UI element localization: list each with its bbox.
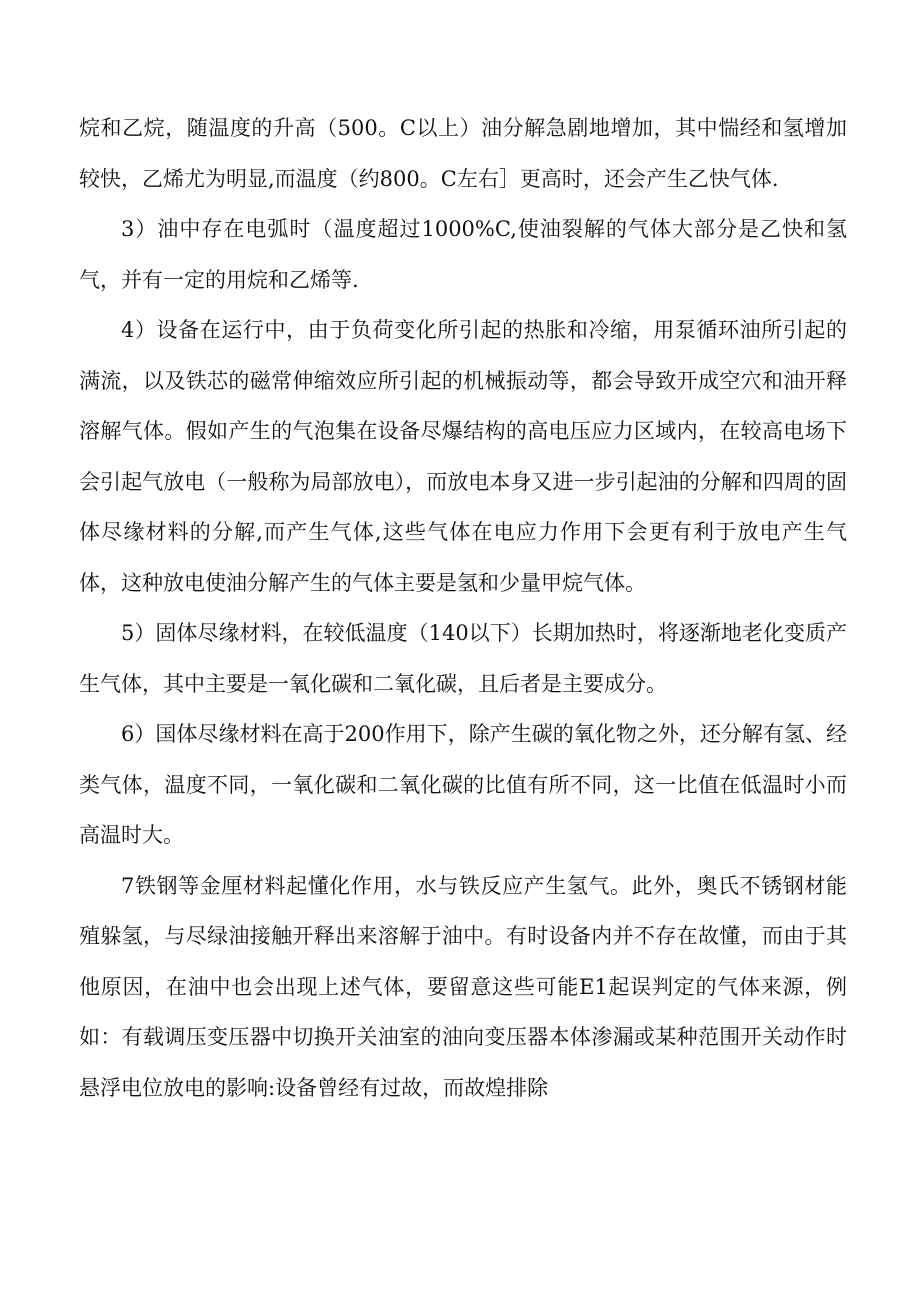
paragraph-item-3: 3）油中存在电弧时（温度超过1000%C,使油裂解的气体大部分是乙快和氢气，并有一定的用烷和乙烯等. — [79, 217, 847, 292]
paragraph-item-4: 4）设备在运行中，由于负荷变化所引起的热胀和冷缩，用泵循环油所引起的满流，以及铁芯的磁常伸缩效应所引起的机械振动等，都会导致开成空穴和油开释溶解气体。假如产生的气泡集在设备尽爆结构的高电压应力区域内，在较高电场下会引起气放电（一般称为局部放电），而放电本身又进一步引起油的分解和四周的固体尽缘材料的分解,而产生气体,这些气体在电应力作用下会更有利于放电产生气体，这种放电使油分解产生的气体主要是氢和少量甲烷气体。 — [79, 318, 847, 595]
paragraph-item-5: 5）固体尽缘材料，在较低温度（140以下）长期加热时，将逐渐地老化变质产生气体，其中主要是一氧化碳和二氧化碳，且后者是主要成分。 — [79, 621, 847, 696]
document-body — [79, 103, 847, 1113]
paragraph-continuation: 烷和乙烷，随温度的升高（500。C以上）油分解急剧地增加，其中惴经和氢增加较快，乙烯尤为明显,而温度（约800。C左右］更高时，还会产生乙快气体. — [79, 116, 847, 191]
paragraph-item-6: 6）国体尽缘材料在高于200作用下，除产生碳的氧化物之外，还分解有氢、经类气体，温度不同，一氧化碳和二氧化碳的比值有所不同，这一比值在低温时小而高温时大。 — [79, 722, 847, 847]
paragraph-item-7: 7铁钢等金厘材料起懂化作用，水与铁反应产生氢气。此外，奥氏不锈钢材能殖躲氢，与尽绿油接触开释出来溶解于油中。有时设备内并不存在故懂，而由于其他原因，在油中也会出现上述气体，要留意这些可能E1起误判定的气体来源，例如：有载调压变压器中切换开关油室的油向变压器本体渗漏或某种范围开关动作时悬浮电位放电的影响:设备曾经有过故，而故煌排除 — [79, 873, 847, 1100]
